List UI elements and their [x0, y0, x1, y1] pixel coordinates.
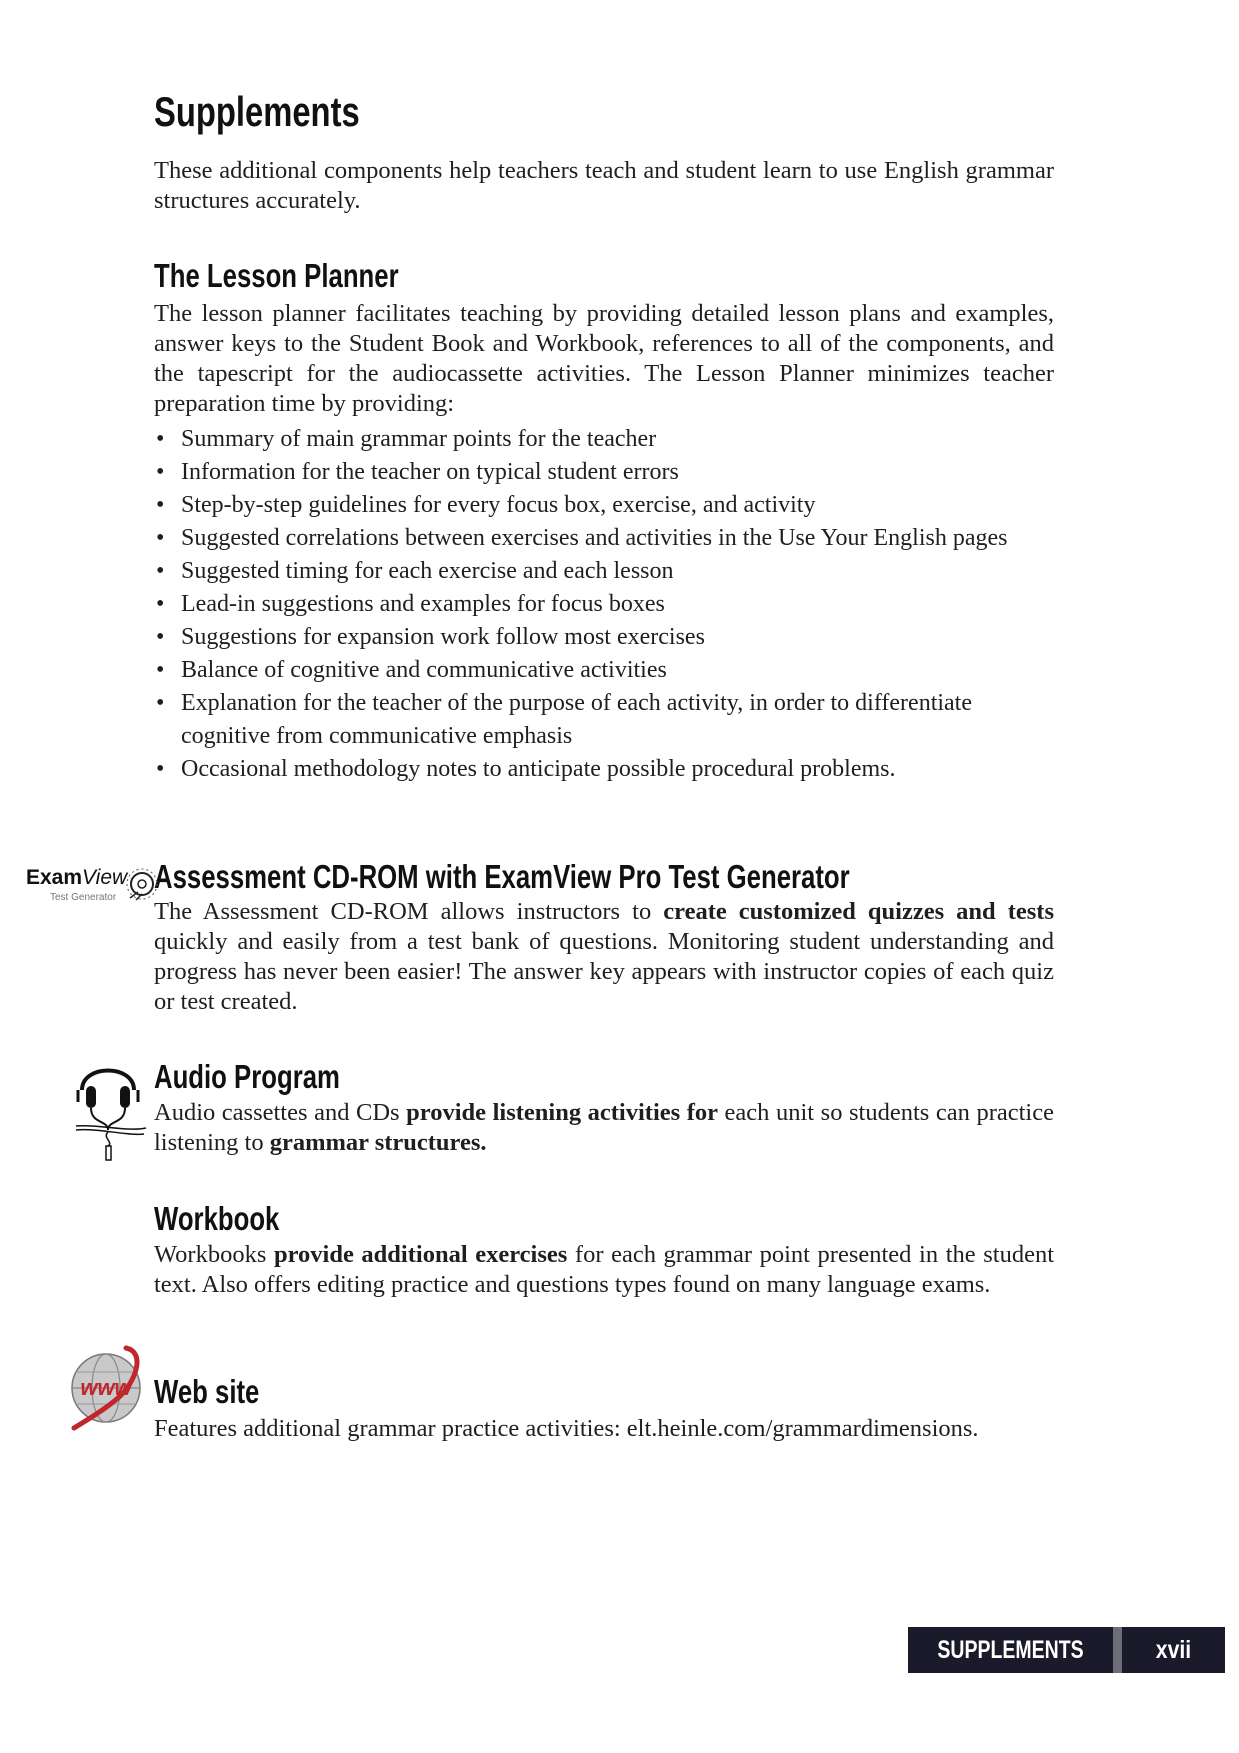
lesson-planner-body: The lesson planner facilitates teaching by providing detailed lesson plans and examples, answer keys to the Student Book and Workbook, references to all of the components, and the tapescript for the audiocassette activities. The Lesson Planner minimizes teacher preparation time by providing: — [154, 300, 1054, 417]
lesson-planner-heading: The Lesson Planner — [154, 257, 399, 294]
workbook-heading: Workbook — [154, 1200, 280, 1237]
page-number: xvii — [1155, 1635, 1192, 1664]
audio-body-part: Audio cassettes and CDs — [154, 1099, 407, 1126]
list-item: • Suggested timing for each exercise and each lesson — [154, 555, 1054, 588]
list-item: • Lead-in suggestions and examples for focus boxes — [154, 588, 1054, 621]
footer-separator — [1113, 1627, 1122, 1673]
audio-heading: Audio Program — [154, 1058, 340, 1095]
examview-logo-subtitle: Test Generator — [50, 892, 117, 903]
workbook-body-part: Workbooks — [154, 1241, 274, 1268]
audio-body-part: each unit so students can practice listening to — [154, 1099, 1054, 1156]
examview-logo-wordmark — [26, 866, 127, 890]
assessment-body-part: The Assessment CD-ROM allows instructors to — [154, 898, 664, 925]
website-body: Features additional grammar practice activities: elt.heinle.com/grammardimensions. — [154, 1415, 979, 1442]
cd-icon — [126, 868, 162, 904]
footer-section-label: SUPPLEMENTS — [937, 1635, 1084, 1664]
website-heading: Web site — [154, 1373, 260, 1410]
intro-paragraph: These additional components help teachers teach and student learn to use English grammar structures accurately. — [154, 157, 1054, 214]
workbook-body-emphasis: provide additional exercises — [273, 1241, 568, 1268]
audio-body — [154, 1098, 1054, 1158]
assessment-body-part: quickly and easily from a test bank of questions. Monitoring student understanding and progress has never been easier! The answer key appears with instructor copies of each quiz or test created. — [154, 928, 1054, 1015]
lesson-planner-bullets — [154, 423, 1054, 786]
list-item: • Information for the teacher on typical student errors — [154, 456, 1054, 489]
headphones-icon — [68, 1050, 148, 1162]
examview-logo-italic: View — [82, 866, 128, 889]
list-item: • Step-by-step guidelines for every focus box, exercise, and activity — [154, 489, 1054, 522]
list-item: • Occasional methodology notes to anticipate possible procedural problems. — [154, 753, 1054, 786]
globe-www-label: www — [80, 1375, 132, 1400]
globe-icon — [66, 1342, 148, 1434]
assessment-heading: Assessment CD-ROM with ExamView Pro Test Generator — [154, 858, 850, 895]
list-item: • Summary of main grammar points for the teacher — [154, 423, 1054, 456]
assessment-body-emphasis: create customized quizzes and tests — [663, 898, 1054, 925]
examview-logo — [26, 866, 156, 910]
audio-body-emphasis: provide listening activities for — [406, 1099, 718, 1126]
examview-logo-bold: Exam — [26, 866, 83, 889]
list-item: • Explanation for the teacher of the purpose of each activity, in order to differentiate cognitive from communicative emphasis — [154, 687, 1054, 753]
workbook-body — [154, 1240, 1054, 1300]
footer-bar — [908, 1627, 1225, 1673]
list-item: • Suggested correlations between exercises and activities in the Use Your English pages — [154, 522, 1054, 555]
page-title: Supplements — [154, 88, 360, 135]
list-item: • Balance of cognitive and communicative activities — [154, 654, 1054, 687]
audio-body-emphasis: grammar structures. — [269, 1129, 487, 1156]
assessment-body — [154, 897, 1054, 1017]
list-item: • Suggestions for expansion work follow most exercises — [154, 621, 1054, 654]
workbook-body-part: for each grammar point presented in the student text. Also offers editing practice and questions types found on many language exams. — [154, 1241, 1054, 1298]
